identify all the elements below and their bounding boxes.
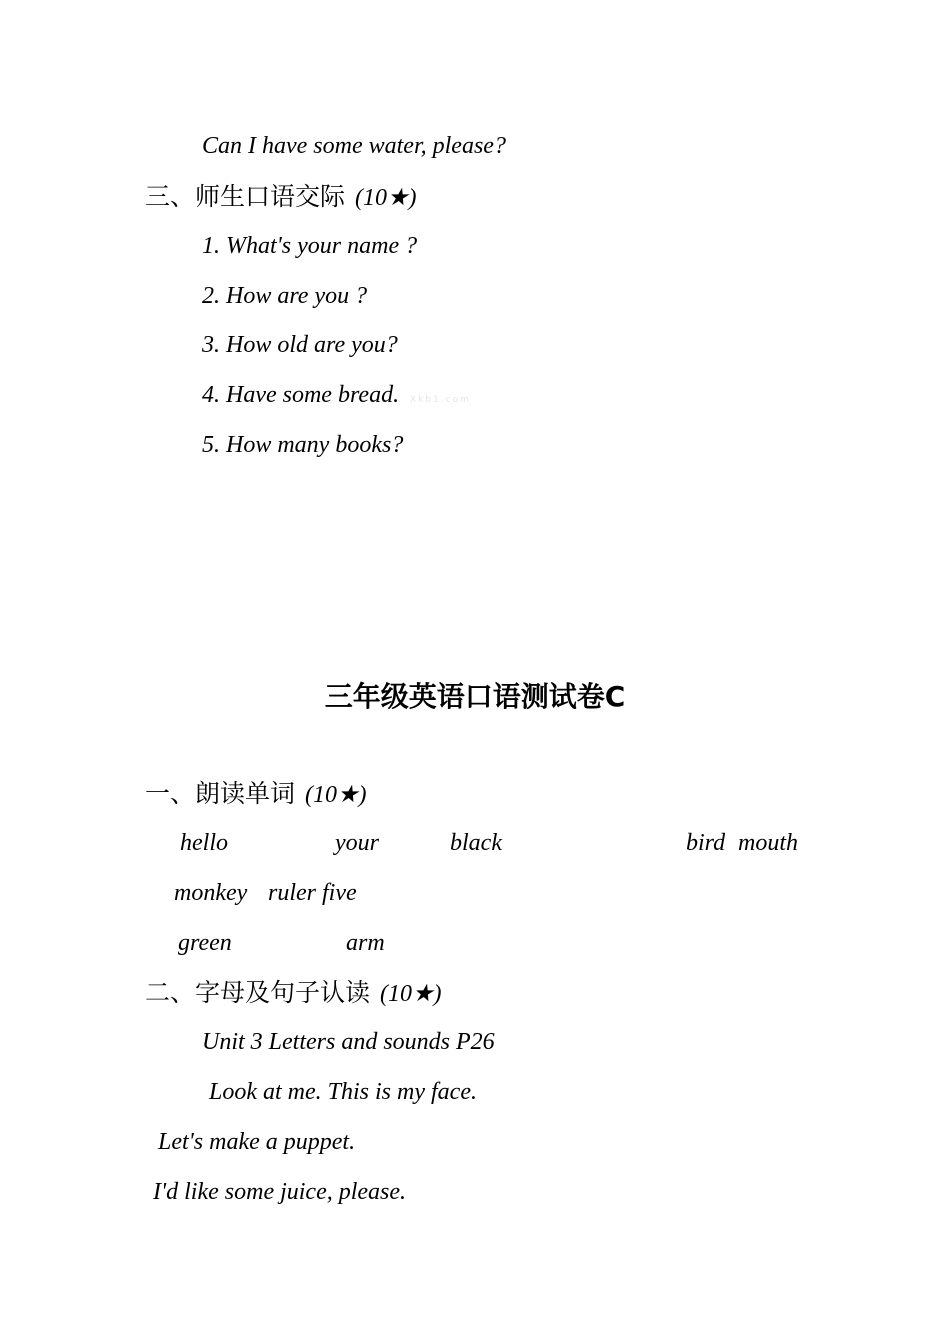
dialog-item-3: 3. How old are you? <box>202 332 398 358</box>
word-black: black <box>450 830 502 856</box>
test-c-title: 三年级英语口语测试卷C <box>324 680 626 713</box>
word-your: your <box>335 830 379 856</box>
unit-reference-line: Unit 3 Letters and sounds P26 <box>202 1029 495 1055</box>
section2-score: (10★) <box>380 981 442 1007</box>
section3-heading <box>145 184 417 210</box>
word-mouth: mouth <box>738 830 798 856</box>
word-bird: bird <box>686 830 726 856</box>
word-ruler-five: ruler five <box>268 880 357 906</box>
dialog-item-5: 5. How many books? <box>202 432 404 458</box>
section2-heading-text: 二、字母及句子认读 <box>145 978 371 1007</box>
word-arm: arm <box>346 930 385 956</box>
section2-heading <box>145 980 442 1006</box>
section1-score: (10★) <box>305 782 367 808</box>
section1-heading-text: 一、朗读单词 <box>145 779 296 808</box>
word-green: green <box>178 930 232 956</box>
dialog-item-4: 4. Have some bread. <box>202 382 400 408</box>
dialog-item-1: 1. What's your name ? <box>202 233 418 259</box>
word-monkey: monkey <box>174 880 248 906</box>
water-request-line: Can I have some water, please? <box>202 133 506 159</box>
word-hello: hello <box>180 830 228 856</box>
section3-heading-text: 三、师生口语交际 <box>145 182 346 211</box>
sentence-juice-please: I'd like some juice, please. <box>153 1179 407 1205</box>
section1-heading <box>145 781 367 807</box>
sentence-look-at-me: Look at me. This is my face. <box>209 1079 477 1105</box>
section3-score: (10★) <box>355 185 417 211</box>
watermark-text: Xkb1.com <box>410 395 471 405</box>
sentence-make-puppet: Let's make a puppet. <box>158 1129 356 1155</box>
dialog-item-2: 2. How are you ? <box>202 283 368 309</box>
